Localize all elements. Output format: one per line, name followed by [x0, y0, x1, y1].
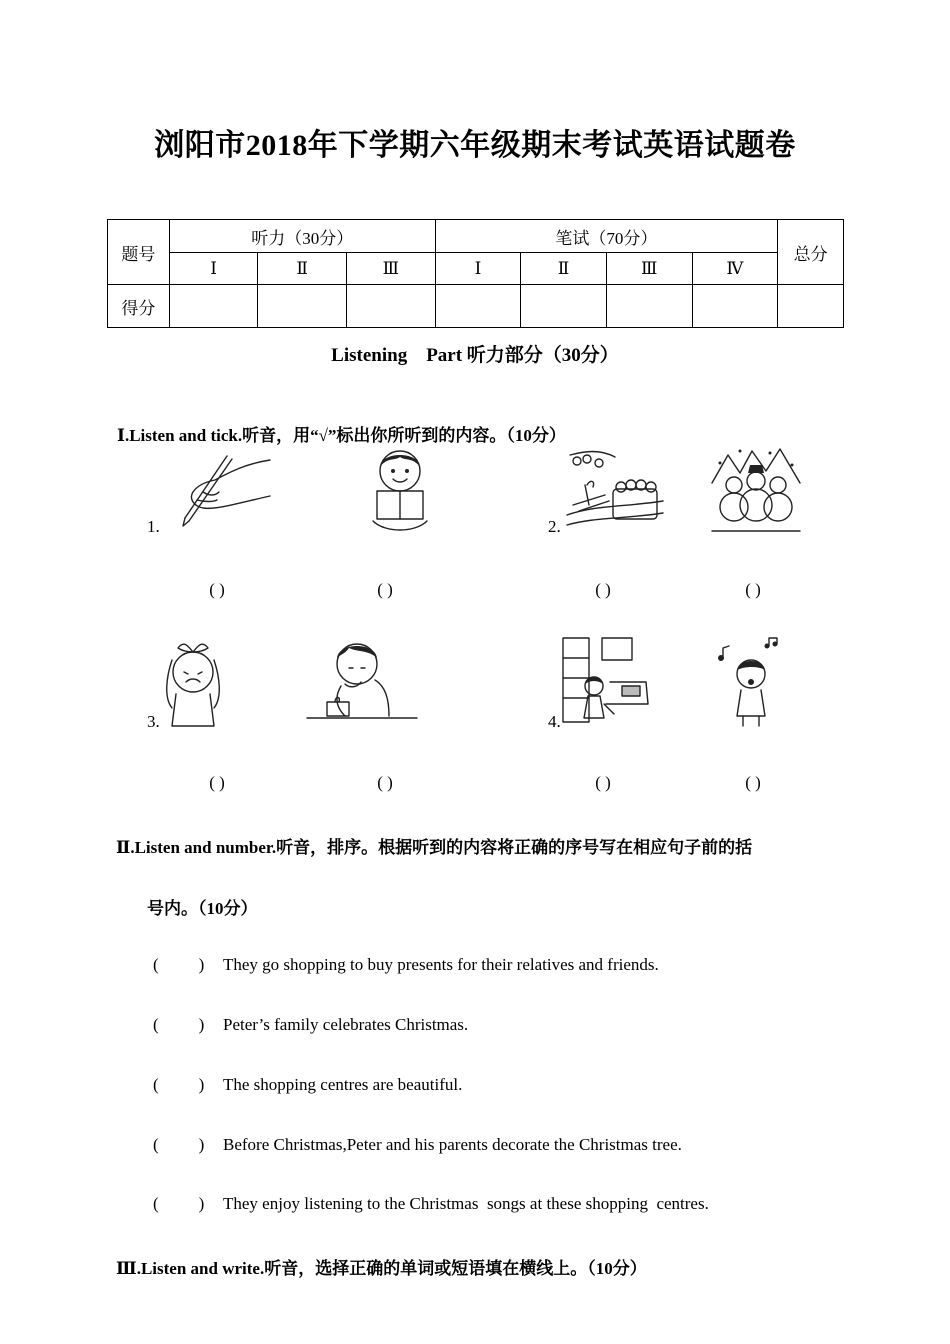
table-col-writing-1: Ⅰ [435, 253, 521, 285]
list-item [153, 1015, 468, 1035]
score-cell[interactable] [435, 285, 521, 328]
list-item [153, 955, 659, 975]
question-number-4: 4. [548, 712, 561, 731]
answer-paren-1b[interactable]: ( ) [377, 580, 393, 599]
answer-paren[interactable]: ( ) [153, 1075, 205, 1094]
boy-sick-icon [305, 636, 420, 721]
boy-singing-icon [715, 636, 785, 728]
answer-paren[interactable]: ( ) [153, 1135, 205, 1154]
snowmen-icon [710, 443, 802, 535]
answer-paren-4b[interactable]: ( ) [745, 773, 761, 792]
crying-girl-icon [158, 638, 228, 730]
table-col-listening-2: Ⅱ [258, 253, 347, 285]
table-header-item-no: 题号 [108, 220, 170, 285]
sentence-text: Peter’s family celebrates Christmas. [223, 1015, 469, 1034]
score-cell[interactable] [169, 285, 258, 328]
table-header-listening: 听力（30分） [169, 220, 435, 253]
table-header-total: 总分 [778, 220, 844, 285]
sentence-text: They enjoy listening to the Christmas songs at these shopping centres. [223, 1194, 709, 1213]
list-item [153, 1194, 709, 1214]
answer-paren-3a[interactable]: ( ) [209, 773, 225, 792]
score-cell[interactable] [258, 285, 347, 328]
apple-harvest-icon [565, 445, 665, 535]
question-number-2: 2. [548, 517, 561, 536]
table-col-writing-4: Ⅳ [692, 253, 778, 285]
table-header-writing: 笔试（70分） [435, 220, 778, 253]
listening-part-heading: Listening Part 听力部分（30分） [331, 345, 619, 366]
answer-paren[interactable]: ( ) [153, 1015, 205, 1034]
list-item [153, 1135, 682, 1155]
section-2-title-cont: 号内。（10分） [147, 899, 258, 918]
list-item [153, 1075, 462, 1095]
table-col-listening-1: Ⅰ [169, 253, 258, 285]
sentence-text: They go shopping to buy presents for their relatives and friends. [223, 955, 659, 974]
table-col-listening-3: Ⅲ [346, 253, 435, 285]
score-table [107, 219, 844, 328]
hand-writing-icon [175, 452, 275, 527]
question-number-3: 3. [147, 712, 160, 731]
answer-paren-4a[interactable]: ( ) [595, 773, 611, 792]
table-row-label-score: 得分 [108, 285, 170, 328]
score-cell[interactable] [692, 285, 778, 328]
section-1-title: Ⅰ.Listen and tick.听音，用“√”标出你所听到的内容。（10分） [117, 426, 566, 445]
score-cell[interactable] [778, 285, 844, 328]
answer-paren-3b[interactable]: ( ) [377, 773, 393, 792]
page-title: 浏阳市2018年下学期六年级期末考试英语试题卷 [154, 129, 796, 162]
sentence-text: Before Christmas,Peter and his parents decorate the Christmas tree. [223, 1135, 682, 1154]
sentence-text: The shopping centres are beautiful. [223, 1075, 463, 1094]
section-2-title: Ⅱ.Listen and number.听音，排序。根据听到的内容将正确的序号写在相应句子前的括 [116, 838, 753, 857]
answer-paren-2a[interactable]: ( ) [595, 580, 611, 599]
answer-paren[interactable]: ( ) [153, 955, 205, 974]
score-cell[interactable] [521, 285, 607, 328]
boy-reading-icon [365, 443, 435, 535]
score-cell[interactable] [606, 285, 692, 328]
question-number-1: 1. [147, 517, 160, 536]
answer-paren-1a[interactable]: ( ) [209, 580, 225, 599]
score-cell[interactable] [346, 285, 435, 328]
answer-paren-2b[interactable]: ( ) [745, 580, 761, 599]
table-col-writing-2: Ⅱ [521, 253, 607, 285]
section-3-title: Ⅲ.Listen and write.听音，选择正确的单词或短语填在横线上。（10分） [116, 1259, 647, 1278]
table-col-writing-3: Ⅲ [606, 253, 692, 285]
answer-paren[interactable]: ( ) [153, 1194, 205, 1213]
girl-cleaning-room-icon [560, 634, 655, 726]
